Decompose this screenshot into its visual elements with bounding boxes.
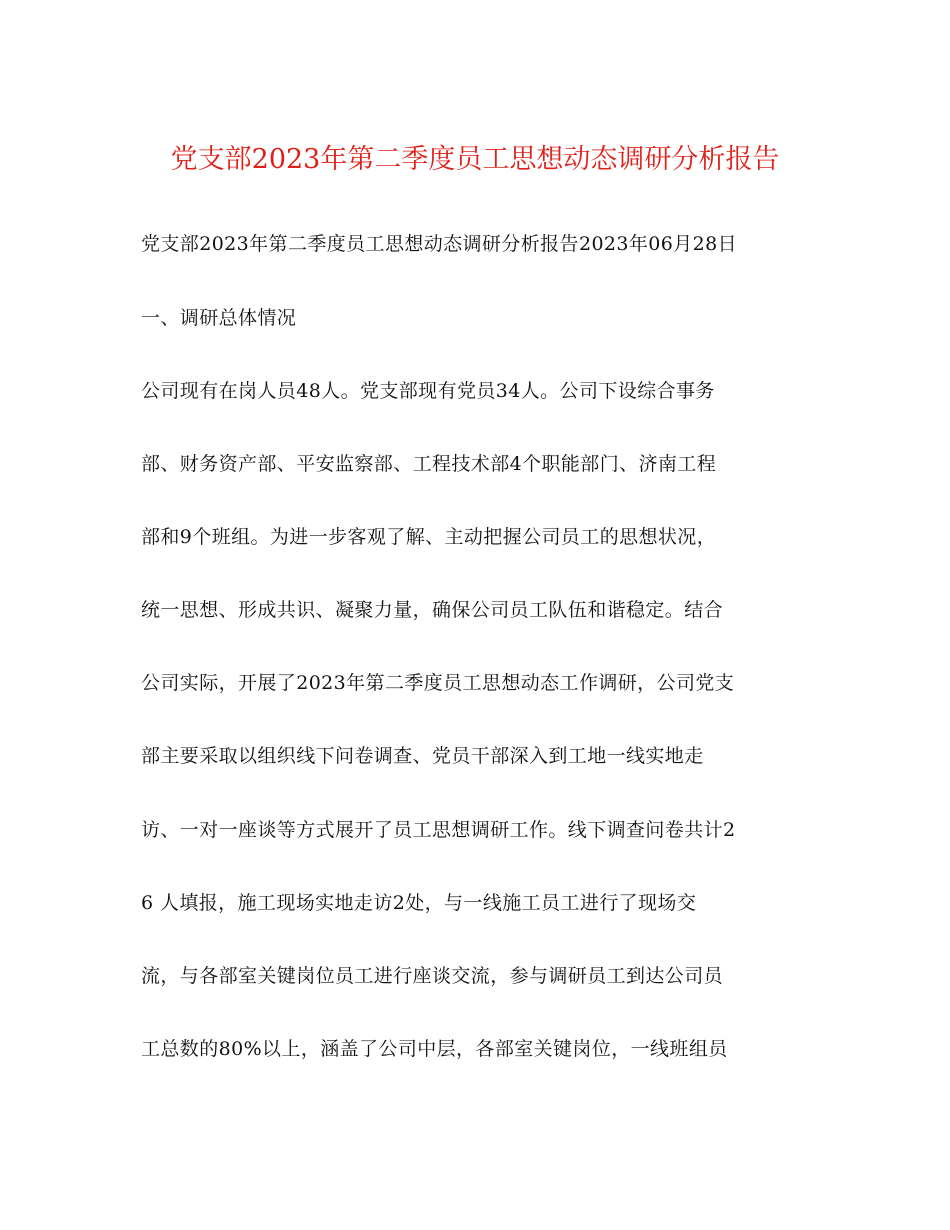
- body-line-6: 统一思想、形成共识、凝聚力量，确保公司员工队伍和谐稳定。结合: [141, 599, 724, 621]
- document-title: 党支部2023年第二季度员工思想动态调研分析报告: [170, 144, 780, 175]
- body-line-10: 6 人填报，施工现场实地走访2处，与一线施工员工进行了现场交: [141, 892, 697, 914]
- body-line-3: 公司现有在岗人员48人。党支部现有党员34人。公司下设综合事务: [141, 380, 715, 402]
- body-line-5: 部和9个班组。为进一步客观了解、主动把握公司员工的思想状况，: [141, 526, 717, 548]
- body-line-11: 流，与各部室关键岗位员工进行座谈交流，参与调研员工到达公司员: [141, 965, 724, 987]
- body-line-1: 党支部2023年第二季度员工思想动态调研分析报告2023年06月28日: [141, 233, 738, 255]
- body-line-12: 工总数的80%以上，涵盖了公司中层，各部室关键岗位，一线班组员: [141, 1038, 728, 1060]
- body-line-4: 部、财务资产部、平安监察部、工程技术部4个职能部门、济南工程: [141, 453, 717, 475]
- section-heading: 一、调研总体情况: [141, 307, 297, 329]
- body-line-8: 部主要采取以组织线下问卷调查、党员干部深入到工地一线实地走: [141, 745, 704, 767]
- body-line-7: 公司实际，开展了2023年第二季度员工思想动态工作调研，公司党支: [141, 672, 735, 694]
- body-line-9: 访、一对一座谈等方式展开了员工思想调研工作。线下调查问卷共计2: [141, 819, 736, 841]
